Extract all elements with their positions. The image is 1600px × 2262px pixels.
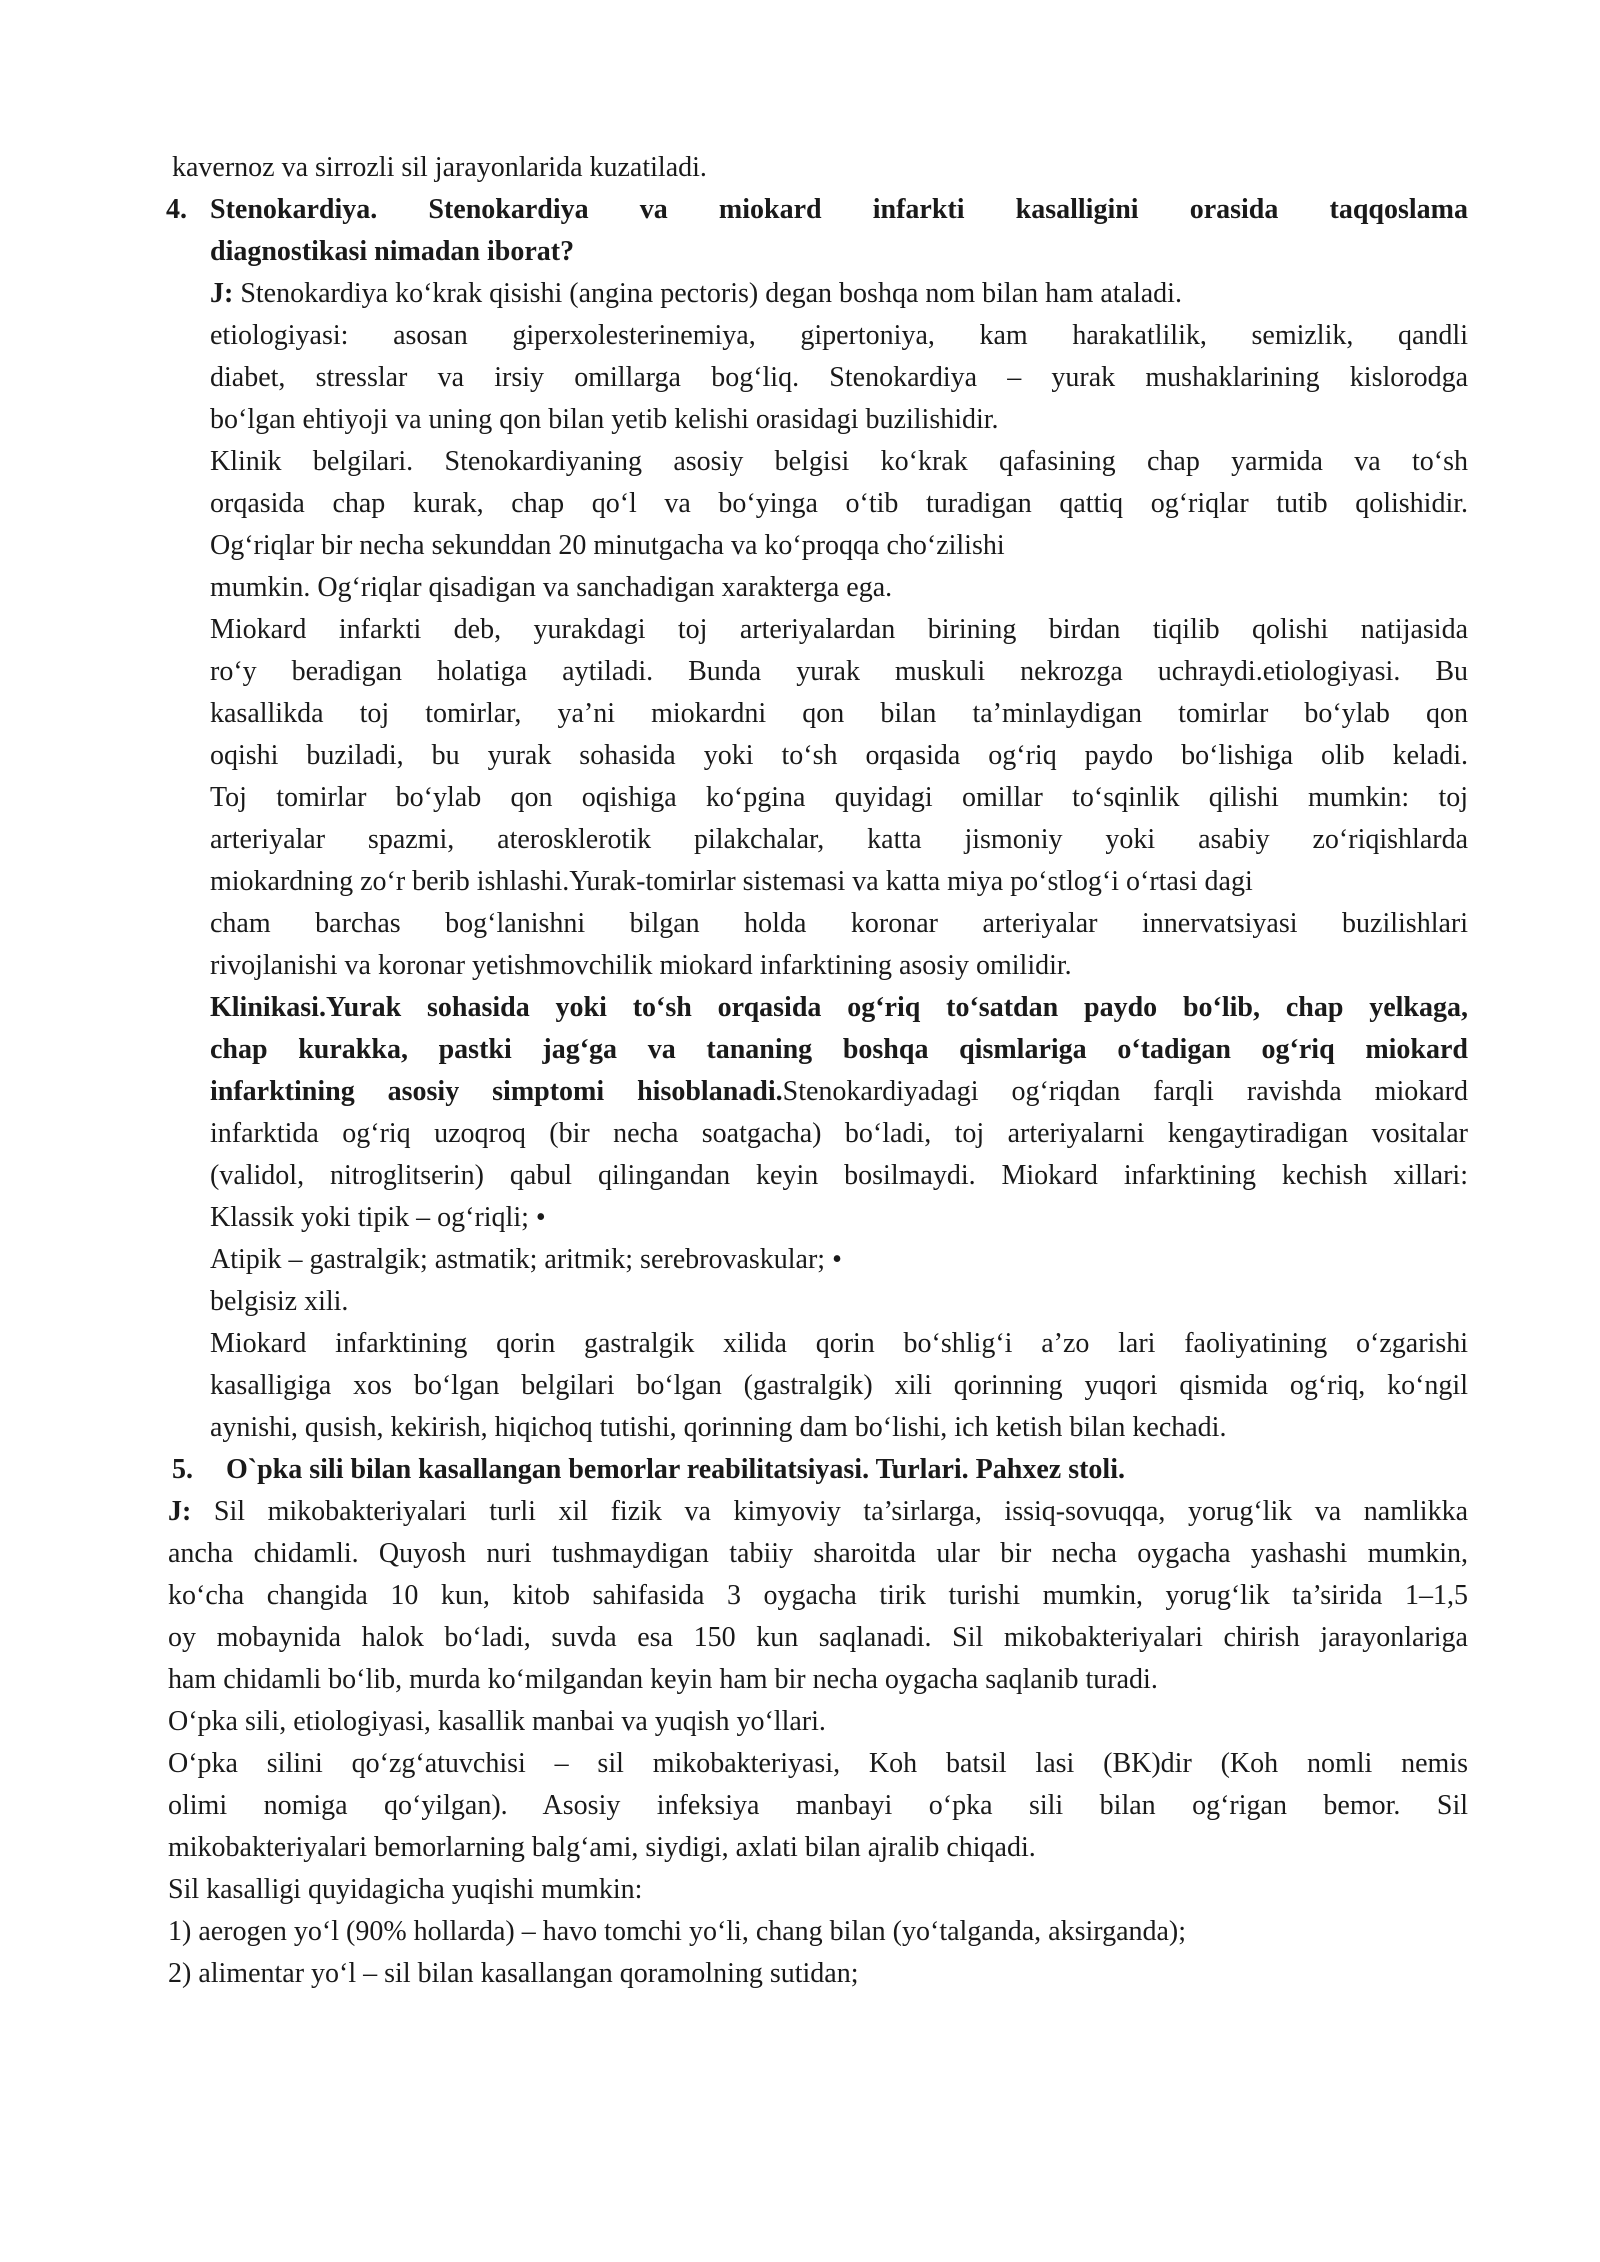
answer-5-first-text: Sil mikobakteriyalari turli xil fizik va kimyoviy ta’sirlarga, issiq-sovuqqa, yorug‘lik va namlikka	[191, 1496, 1468, 1527]
answer-4-intro	[210, 276, 1182, 312]
answer-5-subheading: O‘pka sili, etiologiyasi, kasallik manbai va yuqish yo‘llari.	[168, 1706, 826, 1737]
answer-5-line: ancha chidamli. Quyosh nuri tushmaydigan tabiiy sharoitda ular bir necha oygacha yashashi mumkin,	[168, 1538, 1468, 1569]
answer-4-line: Miokard infarktining qorin gastralgik xilida qorin bo‘shlig‘i a’zo lari faoliyatining o‘zgarishi	[210, 1328, 1468, 1359]
answer-4-line: oqishi buziladi, bu yurak sohasida yoki to‘sh orqasida og‘riq paydo bo‘lishiga olib keladi.	[210, 740, 1468, 771]
answer-4-line: rivojlanishi va koronar yetishmovchilik miokard infarktining asosiy omilidir.	[210, 950, 1072, 981]
clinic-regular-tail: Stenokardiyadagi og‘riqdan farqli ravishda miokard	[782, 1076, 1468, 1107]
clinic-bold-line-2: chap kurakka, pastki jag‘ga va tananing boshqa qismlariga o‘tadigan og‘riq miokard	[210, 1034, 1468, 1065]
answer-4-intro-text: Stenokardiya ko‘krak qisishi (angina pectoris) degan boshqa nom bilan ham ataladi.	[233, 278, 1182, 309]
question-4-line-1: Stenokardiya. Stenokardiya va miokard infarkti kasalligini orasida taqqoslama	[210, 194, 1468, 225]
answer-4-label: J:	[210, 278, 234, 309]
answer-4-line: Toj tomirlar bo‘ylab qon oqishiga ko‘pgina quyidagi omillar to‘sqinlik qilishi mumkin: toj	[210, 782, 1468, 813]
answer-4-line: infarktida og‘riq uzoqroq (bir necha soatgacha) bo‘ladi, toj arteriyalarni kengaytiradigan vositalar	[210, 1118, 1468, 1149]
answer-4-line: aynishi, qusish, kekirish, hiqichoq tutishi, qorinning dam bo‘lishi, ich ketish bilan kechadi.	[210, 1412, 1227, 1443]
clinic-bold-line-1: Klinikasi.Yurak sohasida yoki to‘sh orqasida og‘riq to‘satdan paydo bo‘lib, chap yelkaga,	[210, 992, 1468, 1023]
answer-5-line: ko‘cha changida 10 kun, kitob sahifasida 3 oygacha tirik turishi mumkin, yorug‘lik ta’sirida 1–1,5	[168, 1580, 1468, 1611]
question-5-title: O`pka sili bilan kasallangan bemorlar reabilitatsiyasi. Turlari. Pahxez stoli.	[226, 1454, 1125, 1485]
answer-5-line: mikobakteriyalari bemorlarning balg‘ami, siydigi, axlati bilan ajralib chiqadi.	[168, 1832, 1036, 1863]
question-4-number: 4.	[166, 194, 187, 225]
continuation-line: kavernoz va sirrozli sil jarayonlarida kuzatiladi.	[172, 152, 707, 183]
answer-4-line: Klassik yoki tipik – og‘riqli; •	[210, 1202, 546, 1233]
answer-4-line: arteriyalar spazmi, aterosklerotik pilakchalar, katta jismoniy yoki asabiy zo‘riqishlarda	[210, 824, 1468, 855]
answer-4-line: bo‘lgan ehtiyoji va uning qon bilan yetib kelishi orasidagi buzilishidir.	[210, 404, 999, 435]
answer-4-line: ro‘y beradigan holatiga aytiladi. Bunda yurak muskuli nekrozga uchraydi.etiologiyasi. Bu	[210, 656, 1468, 687]
answer-5-line: Sil kasalligi quyidagicha yuqishi mumkin:	[168, 1874, 643, 1905]
answer-4-line: etiologiyasi: asosan giperxolesterinemiya, gipertoniya, kam harakatlilik, semizlik, qandli	[210, 320, 1468, 351]
answer-4-line: Klinik belgilari. Stenokardiyaning asosiy belgisi ko‘krak qafasining chap yarmida va to‘sh	[210, 446, 1468, 477]
answer-5-line: oy mobaynida halok bo‘ladi, suvda esa 150 kun saqlanadi. Sil mikobakteriyalari chirish jarayonlariga	[168, 1622, 1468, 1653]
answer-5-line: ham chidamli bo‘lib, murda ko‘milgandan keyin ham bir necha oygacha saqlanib turadi.	[168, 1664, 1158, 1695]
answer-4-line: cham barchas bog‘lanishni bilgan holda koronar arteriyalar innervatsiyasi buzilishlari	[210, 908, 1468, 939]
question-5-number: 5.	[172, 1454, 193, 1485]
list-item: 2) alimentar yo‘l – sil bilan kasallangan qoramolning sutidan;	[168, 1958, 859, 1989]
answer-4-line: miokardning zo‘r berib ishlashi.Yurak-tomirlar sistemasi va katta miya po‘stlog‘i o‘rtasi dagi	[210, 866, 1253, 897]
answer-5-first-line	[168, 1494, 1468, 1530]
answer-4-line: kasallikda toj tomirlar, ya’ni miokardni qon bilan ta’minlaydigan tomirlar bo‘ylab qon	[210, 698, 1468, 729]
answer-5-line: O‘pka silini qo‘zg‘atuvchisi – sil mikobakteriyasi, Koh batsil lasi (BK)dir (Koh nomli nemis	[168, 1748, 1468, 1779]
answer-4-line: Miokard infarkti deb, yurakdagi toj arteriyalardan birining birdan tiqilib qolishi natijasida	[210, 614, 1468, 645]
answer-4-line: diabet, stresslar va irsiy omillarga bog‘liq. Stenokardiya – yurak mushaklarining kislorodga	[210, 362, 1468, 393]
answer-4-line: kasalligiga xos bo‘lgan belgilari bo‘lgan (gastralgik) xili qorinning yuqori qismida og‘riq, ko‘ngil	[210, 1370, 1468, 1401]
answer-4-line: (validol, nitroglitserin) qabul qilingandan keyin bosilmaydi. Miokard infarktining kechish xillari:	[210, 1160, 1468, 1191]
question-4-line-2: diagnostikasi nimadan iborat?	[210, 236, 575, 267]
clinic-bold-line-3: infarktining asosiy simptomi hisoblanadi.	[210, 1076, 783, 1107]
answer-4-line: Atipik – gastralgik; astmatik; aritmik; serebrovaskular; •	[210, 1244, 842, 1275]
list-item: 1) aerogen yo‘l (90% hollarda) – havo tomchi yo‘li, chang bilan (yo‘talganda, aksirganda);	[168, 1916, 1187, 1947]
answer-5-line: olimi nomiga qo‘yilgan). Asosiy infeksiya manbayi o‘pka sili bilan og‘rigan bemor. Sil	[168, 1790, 1468, 1821]
answer-4-line: mumkin. Og‘riqlar qisadigan va sanchadigan xarakterga ega.	[210, 572, 893, 603]
answer-4-line: Og‘riqlar bir necha sekunddan 20 minutgacha va ko‘proqqa cho‘zilishi	[210, 530, 1005, 561]
answer-5-label: J:	[168, 1496, 192, 1527]
clinic-mixed-line-3	[210, 1074, 1468, 1110]
answer-4-line: belgisiz xili.	[210, 1286, 349, 1317]
answer-4-line: orqasida chap kurak, chap qo‘l va bo‘yinga o‘tib turadigan qattiq og‘riqlar tutib qolishidir.	[210, 488, 1468, 519]
